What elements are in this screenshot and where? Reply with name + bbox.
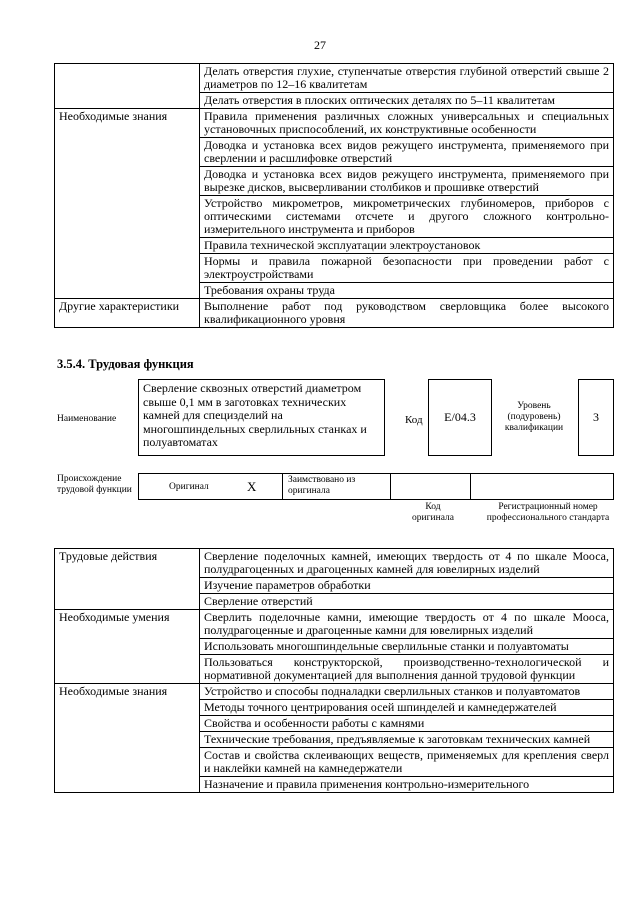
original-label: Оригинал bbox=[169, 482, 209, 492]
table-row bbox=[55, 748, 614, 777]
table-row bbox=[55, 655, 614, 684]
table-row bbox=[55, 716, 614, 732]
code-original-cell bbox=[391, 474, 471, 499]
page-number: 27 bbox=[314, 38, 326, 52]
name-label: Наименование bbox=[57, 414, 117, 424]
row-label bbox=[55, 716, 200, 732]
origin-row bbox=[138, 473, 614, 500]
row-item: Изучение параметров обработки bbox=[200, 578, 614, 594]
row-label bbox=[55, 777, 200, 793]
section-title: 3.5.4. Трудовая функция bbox=[57, 357, 194, 371]
table-row bbox=[55, 283, 614, 299]
row-item: Сверлить поделочные камни, имеющие твердость от 4 по шкале Мооса, полудрагоценные и драгоценные камни для ювелирных изделий bbox=[200, 610, 614, 639]
row-item: Требования охраны труда bbox=[200, 283, 614, 299]
row-label bbox=[55, 138, 200, 167]
row-label: Необходимые знания bbox=[55, 684, 200, 700]
row-item: Пользоваться конструкторской, производственно-технологической и нормативной документацией для выполнения данной трудовой функции bbox=[200, 655, 614, 684]
table-row bbox=[55, 299, 614, 328]
table-row bbox=[55, 64, 614, 93]
function-name-field: Сверление сквозных отверстий диаметром свыше 0,1 мм в заготовках технических камней для специзделий на многошпиндельных сверлильных станках и полуавтоматах bbox=[138, 379, 385, 456]
code-label: Код bbox=[405, 414, 423, 426]
row-item: Сверление отверстий bbox=[200, 594, 614, 610]
row-label bbox=[55, 655, 200, 684]
row-item: Выполнение работ под руководством сверловщика более высокого квалификационного уровня bbox=[200, 299, 614, 328]
row-label bbox=[55, 639, 200, 655]
function-code-field: E/04.3 bbox=[428, 379, 492, 456]
level-label: Уровень (подуровень) квалификации bbox=[504, 401, 564, 433]
table-row bbox=[55, 549, 614, 578]
original-mark: X bbox=[247, 479, 257, 494]
table-row bbox=[55, 196, 614, 238]
row-item: Сверление поделочных камней, имеющих твердость от 4 по шкале Мооса, полудрагоценных и драгоценных камней для ювелирных изделий bbox=[200, 549, 614, 578]
row-label bbox=[55, 167, 200, 196]
qualification-level-field: 3 bbox=[578, 379, 614, 456]
row-label: Трудовые действия bbox=[55, 549, 200, 578]
row-label bbox=[55, 578, 200, 594]
row-label bbox=[55, 732, 200, 748]
row-item: Состав и свойства склеивающих веществ, применяемых для крепления сверл и наклейки камней на камнедержатели bbox=[200, 748, 614, 777]
row-item: Назначение и правила применения контрольно-измерительного bbox=[200, 777, 614, 793]
row-label bbox=[55, 254, 200, 283]
row-label bbox=[55, 700, 200, 716]
row-label: Необходимые умения bbox=[55, 610, 200, 639]
reg-number-cell bbox=[471, 474, 613, 499]
row-item: Доводка и установка всех видов режущего инструмента, применяемого при вырезке дисков, высверливании столбиков и прошивке отверстий bbox=[200, 167, 614, 196]
row-item: Правила технической эксплуатации электроустановок bbox=[200, 238, 614, 254]
table-row bbox=[55, 639, 614, 655]
table-row bbox=[55, 700, 614, 716]
table-row bbox=[55, 254, 614, 283]
table-row bbox=[55, 777, 614, 793]
row-item: Свойства и особенности работы с камнями bbox=[200, 716, 614, 732]
row-label bbox=[55, 196, 200, 238]
row-item: Доводка и установка всех видов режущего инструмента, применяемого при сверлении и расшлифовке отверстий bbox=[200, 138, 614, 167]
row-label bbox=[55, 64, 200, 93]
row-label bbox=[55, 93, 200, 109]
table-row bbox=[55, 238, 614, 254]
origin-label: Происхождение трудовой функции bbox=[57, 474, 132, 495]
table-row bbox=[55, 93, 614, 109]
row-item: Делать отверстия глухие, ступенчатые отверстия глубиной отверстий свыше 2 диаметров по 12–16 квалитетам bbox=[200, 64, 614, 93]
table-row bbox=[55, 167, 614, 196]
table-row bbox=[55, 578, 614, 594]
row-label bbox=[55, 594, 200, 610]
row-item: Использовать многошпиндельные сверлильные станки и полуавтоматы bbox=[200, 639, 614, 655]
table-row bbox=[55, 594, 614, 610]
table-row bbox=[55, 109, 614, 138]
row-item: Устройство микрометров, микрометрических глубиномеров, приборов с оптическими системами отсчете и другого сложного контрольно-измерительного инструмента и приборов bbox=[200, 196, 614, 238]
row-label: Необходимые знания bbox=[55, 109, 200, 138]
row-item: Технические требования, предъявляемые к заготовкам технических камней bbox=[200, 732, 614, 748]
original-cell bbox=[139, 474, 283, 499]
row-item: Методы точного центрирования осей шпинделей и камнедержателей bbox=[200, 700, 614, 716]
table-row bbox=[55, 138, 614, 167]
row-item: Устройство и способы подналадки сверлильных станков и полуавтоматов bbox=[200, 684, 614, 700]
code-original-label: Код оригинала bbox=[412, 502, 454, 523]
table-row bbox=[55, 610, 614, 639]
table-row bbox=[55, 684, 614, 700]
row-item: Правила применения различных сложных универсальных и специальных установочных приспособлений, их конструктивные особенности bbox=[200, 109, 614, 138]
row-item: Делать отверстия в плоских оптических деталях по 5–11 квалитетам bbox=[200, 93, 614, 109]
row-label bbox=[55, 283, 200, 299]
row-label bbox=[55, 748, 200, 777]
row-label bbox=[55, 238, 200, 254]
row-label: Другие характеристики bbox=[55, 299, 200, 328]
row-item: Нормы и правила пожарной безопасности при проведении работ с электроустройствами bbox=[200, 254, 614, 283]
reg-number-label: Регистрационный номер профессионального стандарта bbox=[486, 502, 610, 523]
table-row bbox=[55, 732, 614, 748]
skills-knowledge-table bbox=[54, 63, 614, 328]
labor-actions-table bbox=[54, 548, 614, 793]
borrowed-cell bbox=[283, 474, 391, 499]
borrowed-label: Заимствовано из оригинала bbox=[288, 475, 356, 496]
